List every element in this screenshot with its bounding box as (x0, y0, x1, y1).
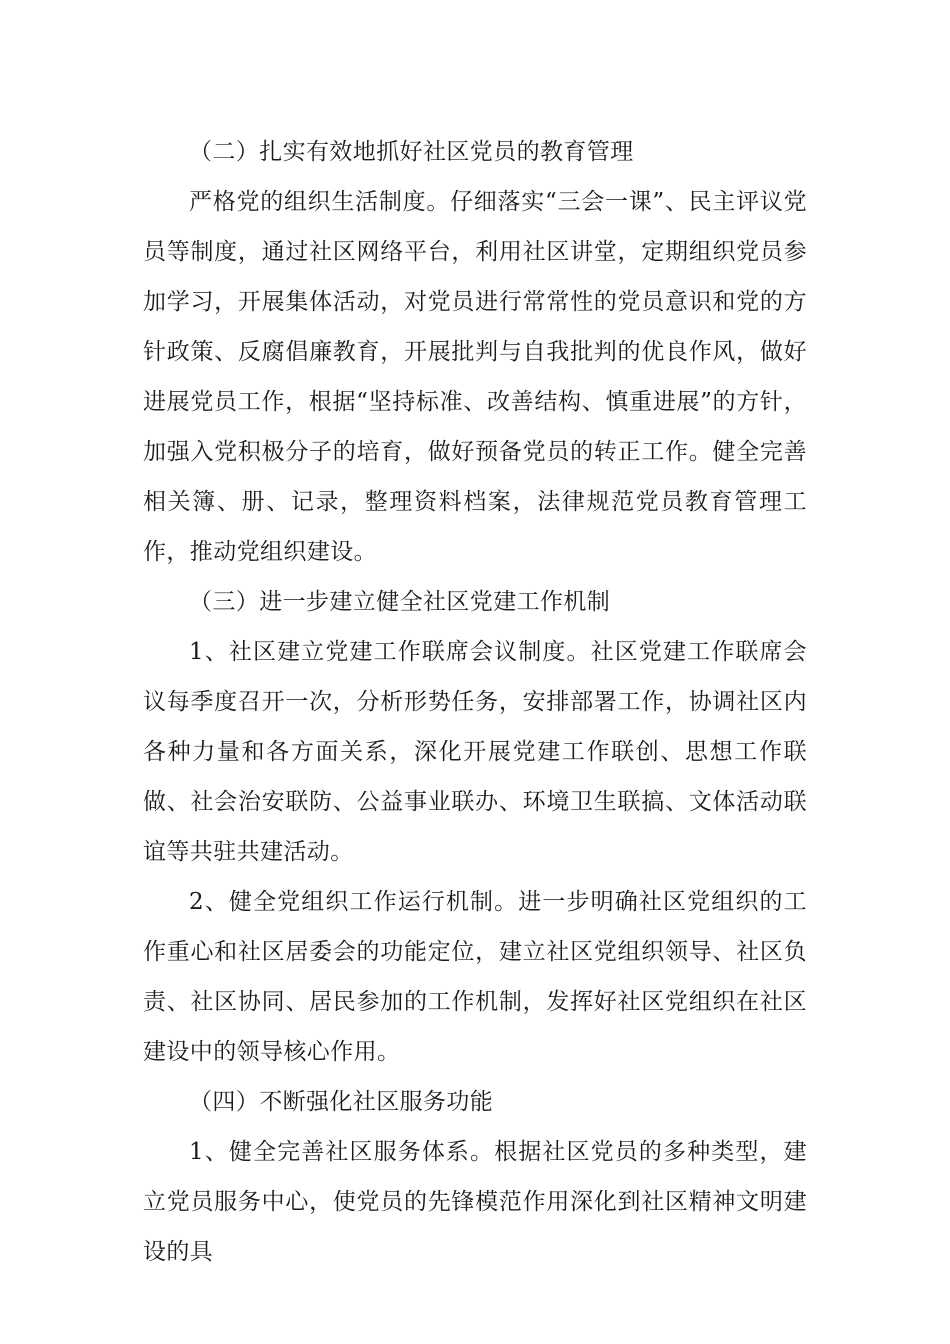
paragraph-education-management: 严格党的组织生活制度。仔细落实“三会一课”、民主评议党员等制度，通过社区网络平台，利用社区讲堂，定期组织党员参加学习，开展集体活动，对党员进行常常性的党员意识和党的方针政策、反腐倡廉教育，开展批判与自我批判的优良作风，做好进展党员工作，根据“坚持标准、改善结构、慎重进展”的方针，加强入党积极分子的培育，做好预备党员的转正工作。健全完善相关簿、册、记录，整理资料档案，法律规范党员教育管理工作，推动党组织建设。 (143, 189, 807, 565)
document-body (143, 127, 807, 1277)
paragraph-service-system: 1、健全完善社区服务体系。根据社区党员的多种类型，建立党员服务中心，使党员的先锋模范作用深化到社区精神文明建设的具 (143, 1139, 807, 1265)
section-heading-2: （二）扎实有效地抓好社区党员的教育管理 (189, 139, 634, 165)
paragraph-operating-mechanism: 2、健全党组织工作运行机制。进一步明确社区党组织的工作重心和社区居委会的功能定位，建立社区党组织领导、社区负责、社区协同、居民参加的工作机制，发挥好社区党组织在社区建设中的领导核心作用。 (143, 889, 807, 1065)
paragraph-joint-meeting: 1、社区建立党建工作联席会议制度。社区党建工作联席会议每季度召开一次，分析形势任务，安排部署工作，协调社区内各种力量和各方面关系，深化开展党建工作联创、思想工作联做、社会治安联防、公益事业联办、环境卫生联搞、文体活动联谊等共驻共建活动。 (143, 639, 807, 865)
section-heading-4: （四）不断强化社区服务功能 (189, 1089, 494, 1115)
section-heading-3: （三）进一步建立健全社区党建工作机制 (189, 589, 611, 615)
